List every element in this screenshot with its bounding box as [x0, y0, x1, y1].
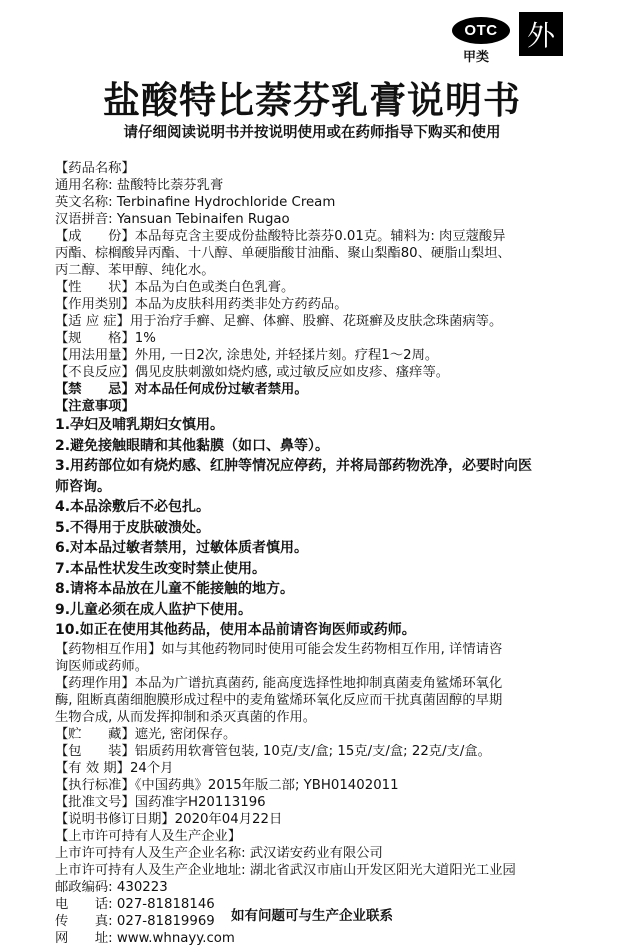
property-value: 本品为白色或类白色乳膏。: [134, 280, 295, 295]
company-address-row: [55, 862, 575, 879]
precaution-item: 4.本品涂敷后不必包扎。: [55, 499, 211, 515]
contraindication-value: 对本品任何成份过敏者禁用。: [134, 382, 308, 397]
approval-number-label: 【批准文号】: [55, 794, 135, 810]
approval-number-value: 国药准字H20113196: [134, 794, 266, 810]
interactions-label: 【药物相互作用】: [55, 641, 162, 657]
external-use-badge: 外: [519, 12, 563, 56]
revision-date-value: 2020年04月22日: [174, 811, 283, 827]
phone-value: 027-81818146: [116, 896, 215, 912]
property-label: 【作用类别】: [55, 297, 135, 312]
company-address-label: 上市许可持有人及生产企业地址:: [55, 862, 246, 878]
contraindication-label: 【禁 忌】: [55, 382, 135, 397]
pharmacology-line: 酶, 阻断真菌细胞膜形成过程中的麦角鲨烯环氧化反应而干扰真菌固醇的早期: [55, 692, 503, 708]
phone-label: 电 话:: [55, 896, 113, 912]
company-heading: 【上市许可持有人及生产企业】: [55, 828, 242, 844]
company-name-value: 武汉诺安药业有限公司: [249, 845, 383, 861]
interactions-line: 如与其他药物同时使用可能会发生药物相互作用, 详情请咨: [161, 641, 503, 657]
precaution-item: 8.请将本品放在儿童不能接触的地方。: [55, 581, 295, 597]
precaution-item: 10.如正在使用其他药品，使用本品前请咨询医师或药师。: [55, 622, 416, 638]
english-name-label: 英文名称:: [55, 195, 113, 210]
otc-class-label: 甲类: [463, 50, 490, 65]
property-row-indications: [55, 313, 575, 330]
english-name-row: [55, 194, 575, 211]
standard-label: 【执行标准】: [55, 777, 135, 793]
postcode-label: 邮政编码:: [55, 879, 113, 895]
property-label: 【性 状】: [55, 280, 135, 295]
precautions-heading: 【注意事项】: [55, 399, 135, 414]
property-value: 外用, 一日2次, 涂患处, 并轻揉片刻。疗程1～2周。: [134, 348, 439, 363]
generic-name-value: 盐酸特比萘芬乳膏: [116, 178, 224, 193]
composition-line: 本品每克含主要成份盐酸特比萘芬0.01克。辅料为: 肉豆蔻酸异: [134, 229, 506, 244]
revision-date-label: 【说明书修订日期】: [55, 811, 175, 827]
precaution-item: 师咨询。: [55, 478, 111, 495]
property-value: 本品为皮肤科用药类非处方药药品。: [134, 297, 348, 312]
property-row-category: [55, 296, 575, 313]
standard-row: [55, 777, 575, 794]
property-row-appearance: [55, 279, 575, 296]
packaging-label: 【包 装】: [55, 743, 135, 759]
document-subtitle: 请仔细阅读说明书并按说明使用或在药师指导下购买和使用: [123, 125, 501, 141]
otc-mark: OTC: [452, 17, 510, 44]
property-value: 偶见皮肤刺激如烧灼感, 或过敏反应如皮疹、瘙痒等。: [134, 365, 450, 380]
packaging-value: 铝质药用软膏管包装, 10克/支/盒; 15克/支/盒; 22克/支/盒。: [134, 743, 491, 759]
precaution-item: 2.避免接触眼睛和其他黏膜（如口、鼻等）。: [55, 437, 330, 454]
property-value: 1%: [134, 331, 156, 346]
composition-label: 【成 份】: [55, 229, 135, 244]
english-name-value: Terbinafine Hydrochloride Cream: [116, 195, 336, 210]
pharmacology-line: 本品为广谱抗真菌药, 能高度选择性地抑制真菌麦角鲨烯环氧化: [134, 675, 503, 691]
leaflet-body: [55, 160, 575, 947]
property-label: 【规 格】: [55, 331, 135, 346]
pharmacology-line: 生物合成, 从而发挥抑制和杀灭真菌的作用。: [55, 709, 317, 725]
company-name-row: [55, 845, 575, 862]
storage-value: 遮光, 密闭保存。: [134, 726, 237, 742]
composition-line: 丙二醇、苯甲醇、纯化水。: [55, 263, 215, 278]
footer-note: 如有问题可与生产企业联系: [231, 908, 393, 924]
precaution-item: 7.本品性状发生改变时禁止使用。: [55, 560, 267, 577]
shelf-life-value: 24个月: [129, 760, 174, 776]
pinyin-name-value: Yansuan Tebinaifen Rugao: [116, 212, 290, 227]
shelf-life-row: [55, 760, 575, 777]
storage-label: 【贮 藏】: [55, 726, 135, 742]
postcode-row: [55, 879, 575, 896]
generic-name-label: 通用名称:: [55, 178, 113, 193]
drug-name-heading: 【药品名称】: [55, 161, 135, 176]
postcode-value: 430223: [116, 879, 168, 895]
revision-date-row: [55, 811, 575, 828]
property-label: 【不良反应】: [55, 365, 135, 380]
pharmacology-label: 【药理作用】: [55, 675, 135, 691]
precaution-item: 5.不得用于皮肤破溃处。: [55, 519, 211, 536]
property-label: 【用法用量】: [55, 348, 135, 363]
fax-value: 027-81819969: [116, 913, 215, 929]
company-name-label: 上市许可持有人及生产企业名称:: [55, 845, 246, 861]
company-address-value: 湖北省武汉市庙山开发区阳光大道阳光工业园: [249, 862, 516, 878]
property-label: 【适 应 症】: [55, 314, 130, 329]
website-value: www.whnayy.com: [116, 930, 235, 946]
precaution-item: 9.儿童必须在成人监护下使用。: [55, 601, 253, 618]
generic-name-row: [55, 177, 575, 194]
property-row-dosage: [55, 347, 575, 364]
pinyin-name-label: 汉语拼音:: [55, 212, 113, 227]
standard-value: 《中国药典》2015年版二部; YBH01402011: [134, 777, 399, 793]
interactions-line: 询医师或药师。: [55, 658, 149, 674]
shelf-life-label: 【有 效 期】: [55, 760, 130, 776]
fax-label: 传 真:: [55, 913, 113, 929]
precaution-item: 3.用药部位如有烧灼感、红肿等情况应停药，并将局部药物洗净，必要时向医: [55, 458, 533, 474]
approval-number-row: [55, 794, 575, 811]
composition-row: [55, 228, 575, 245]
website-label: 网 址:: [55, 930, 113, 946]
pinyin-name-row: [55, 211, 575, 228]
contraindication-row: [55, 381, 575, 398]
packaging-row: [55, 743, 575, 760]
property-row-adverse-reactions: [55, 364, 575, 381]
pharmacology-row: [55, 675, 575, 692]
property-row-specification: [55, 330, 575, 347]
composition-line: 丙酯、棕榈酸异丙酯、十八醇、单硬脂酸甘油酯、聚山梨酯80、硬脂山梨坦、: [55, 246, 511, 261]
property-value: 用于治疗手癣、足癣、体癣、股癣、花斑癣及皮肤念珠菌病等。: [129, 314, 503, 329]
interactions-row: [55, 641, 575, 658]
precaution-item: 6.对本品过敏者禁用，过敏体质者慎用。: [55, 540, 309, 556]
precaution-item: 1.孕妇及哺乳期妇女慎用。: [55, 417, 225, 433]
storage-row: [55, 726, 575, 743]
document-title: 盐酸特比萘芬乳膏说明书: [103, 79, 521, 122]
